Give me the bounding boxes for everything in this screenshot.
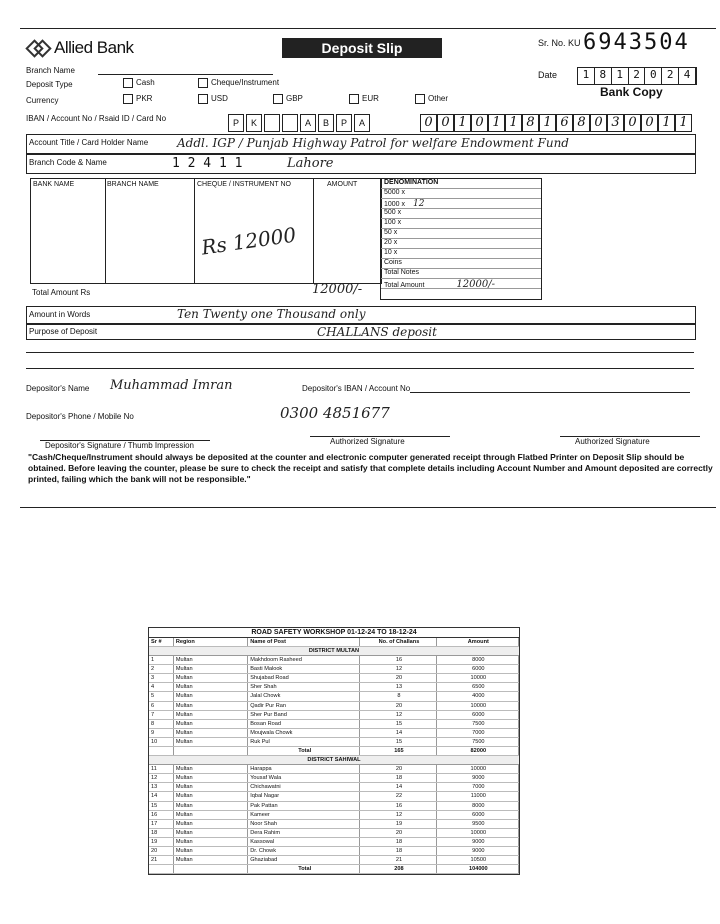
table-cell: 10000 xyxy=(437,674,519,682)
table-cell: 20 xyxy=(360,829,436,837)
iban-prefix-char: A xyxy=(300,114,316,132)
table-cell: 15 xyxy=(360,738,436,746)
iban-label: IBAN / Account No / Rsaid ID / Card No xyxy=(26,114,167,123)
table-cell: 12 xyxy=(360,811,436,819)
denomination-label: DENOMINATION xyxy=(381,179,541,189)
checkbox-icon xyxy=(349,94,359,104)
table-cell: 8000 xyxy=(437,656,519,664)
account-digit: 3 xyxy=(607,114,624,132)
table-cell: 12 xyxy=(149,774,174,782)
denomination-value: 1000 x xyxy=(384,201,406,208)
amount-words-row xyxy=(26,306,696,324)
table-cell: Yousaf Wala xyxy=(248,774,360,782)
table-cell: 15 xyxy=(149,802,174,810)
table-cell: Multan xyxy=(174,729,248,737)
table-cell: 16 xyxy=(360,656,436,664)
deposit-type-cheque: Cheque/Instrument xyxy=(195,78,279,88)
account-digit: 1 xyxy=(505,114,522,132)
table-row xyxy=(149,792,519,801)
denomination-row xyxy=(381,259,541,269)
iban-prefix-char: B xyxy=(318,114,334,132)
account-digit: 8 xyxy=(522,114,539,132)
district-multan: DISTRICT MULTAN xyxy=(149,647,519,656)
table-row xyxy=(149,765,519,774)
table-cell: Jalal Chowk xyxy=(248,692,360,700)
table-cell: 1 xyxy=(149,656,174,664)
table-cell: 6500 xyxy=(437,683,519,691)
table-row xyxy=(149,702,519,711)
checkbox-icon xyxy=(123,78,133,88)
table-cell: Moujwala Chowk xyxy=(248,729,360,737)
table-cell: Harappa xyxy=(248,765,360,773)
account-title-value: Addl. IGP / Punjab Highway Patrol for welfare Endowment Fund xyxy=(177,136,569,150)
table-cell: 8 xyxy=(360,692,436,700)
currency-label: Currency xyxy=(26,96,59,105)
account-digit: 0 xyxy=(471,114,488,132)
checkbox-icon xyxy=(415,94,425,104)
date-field xyxy=(577,67,697,85)
table-cell: 4000 xyxy=(437,692,519,700)
table-cell: Multan xyxy=(174,765,248,773)
table-row xyxy=(149,729,519,738)
table-cell: Multan xyxy=(174,711,248,719)
handwritten-mark: Rs 12000 xyxy=(199,222,298,260)
table-cell: Multan xyxy=(174,838,248,846)
currency-gbp: GBP xyxy=(270,94,303,104)
table-cell: Dera Rahim xyxy=(248,829,360,837)
workshop-title: ROAD SAFETY WORKSHOP 01-12-24 TO 18-12-24 xyxy=(149,628,519,638)
table-cell: Kassowal xyxy=(248,838,360,846)
purpose-row xyxy=(26,324,696,340)
table-cell: Multan xyxy=(174,774,248,782)
table-cell: 20 xyxy=(360,702,436,710)
date-digit: 2 xyxy=(629,68,646,84)
total-amount-rs-label: Total Amount Rs xyxy=(32,288,91,297)
account-digit: 1 xyxy=(658,114,675,132)
table-cell: Kameer xyxy=(248,811,360,819)
table-cell: 6000 xyxy=(437,811,519,819)
table-cell: Sher Pur Band xyxy=(248,711,360,719)
table-row xyxy=(149,783,519,792)
denomination-table xyxy=(380,178,542,300)
sr-no-value: 6943504 xyxy=(583,30,690,55)
table-cell: 11 xyxy=(149,765,174,773)
table-cell: 21 xyxy=(149,856,174,864)
table-cell: 19 xyxy=(149,838,174,846)
account-digit: 0 xyxy=(590,114,607,132)
deposit-type-cash: Cash xyxy=(120,78,155,88)
table-cell: 14 xyxy=(149,792,174,800)
table-cell: Dr. Chowk xyxy=(248,847,360,855)
table-cell: 18 xyxy=(149,829,174,837)
table-cell: 7 xyxy=(149,711,174,719)
total-amount-figure: 12000/- xyxy=(312,282,363,297)
header-cell: Sr # xyxy=(149,638,174,646)
date-digit: 2 xyxy=(662,68,679,84)
table-row xyxy=(149,856,519,865)
table-row xyxy=(149,774,519,783)
header-cell: Amount xyxy=(437,638,519,646)
table-cell: Sher Shah xyxy=(248,683,360,691)
date-label: Date xyxy=(538,70,558,80)
table-header xyxy=(149,638,519,647)
table-cell: 4 xyxy=(149,683,174,691)
table-cell: 7500 xyxy=(437,720,519,728)
district-sahiwal: DISTRICT SAHIWAL xyxy=(149,756,519,765)
table-row xyxy=(149,656,519,665)
depositor-phone-label: Depositor's Phone / Mobile No xyxy=(26,412,134,421)
iban-prefix-char: P xyxy=(228,114,244,132)
table-cell: Multan xyxy=(174,674,248,682)
table-row xyxy=(149,829,519,838)
account-digit: 1 xyxy=(454,114,471,132)
bank-name: Allied Bank xyxy=(54,38,134,57)
depositor-signature-label: Depositor's Signature / Thumb Impression xyxy=(45,441,195,450)
denomination-row xyxy=(381,249,541,259)
table-cell: 12 xyxy=(360,665,436,673)
iban-prefix-char xyxy=(282,114,298,132)
table-row xyxy=(149,802,519,811)
workshop-table xyxy=(148,627,520,875)
col-branch-name: BRANCH NAME xyxy=(107,181,159,188)
denomination-count: 12 xyxy=(413,199,425,209)
table-cell: 15 xyxy=(360,720,436,728)
account-digit: 0 xyxy=(420,114,437,132)
total-row-2: Total 208 104000 xyxy=(149,865,519,874)
table-cell: 10500 xyxy=(437,856,519,864)
account-digit: 0 xyxy=(641,114,658,132)
table-cell: 20 xyxy=(360,765,436,773)
table-cell: 14 xyxy=(360,729,436,737)
table-cell: 18 xyxy=(360,774,436,782)
denomination-row xyxy=(381,239,541,249)
total-notes-label: Total Notes xyxy=(381,269,541,279)
table-cell: 10000 xyxy=(437,702,519,710)
table-row xyxy=(149,738,519,747)
table-cell: 10000 xyxy=(437,765,519,773)
table-cell: 8 xyxy=(149,720,174,728)
table-cell: Makhdoom Rasheed xyxy=(248,656,360,664)
table-cell: 10 xyxy=(149,738,174,746)
table-cell: 9000 xyxy=(437,847,519,855)
table-row xyxy=(149,847,519,856)
table-cell: 7500 xyxy=(437,738,519,746)
iban-prefix-char: K xyxy=(246,114,262,132)
total-amount-row: Total Amount 12000/- xyxy=(381,279,541,289)
table-cell: Noor Shah xyxy=(248,820,360,828)
table-cell: 9 xyxy=(149,729,174,737)
table-cell: Multan xyxy=(174,792,248,800)
depositor-iban-label: Depositor's IBAN / Account No xyxy=(302,384,411,393)
table-cell: 12 xyxy=(360,711,436,719)
table-row xyxy=(149,838,519,847)
account-title-label: Account Title / Card Holder Name xyxy=(29,138,149,147)
currency-pkr: PKR xyxy=(120,94,152,104)
denomination-value: 50 x xyxy=(384,229,398,236)
table-row xyxy=(149,811,519,820)
account-digit: 1 xyxy=(675,114,692,132)
table-row xyxy=(149,674,519,683)
checkbox-icon xyxy=(123,94,133,104)
amount-words-label: Amount in Words xyxy=(29,310,91,319)
table-cell: 21 xyxy=(360,856,436,864)
footer-note: "Cash/Cheque/Instrument should always be deposited at the counter and electronic computer generated receipt through Flatbed Printer on Deposit Slip should be obtained. Before leaving the counter, please be sure to check the receipt and satisfy that complete details including Account Number and Amount deposited are correctly printed, failing which the bank will not be responsible." xyxy=(28,452,713,484)
date-digit: 8 xyxy=(595,68,612,84)
denomination-value: 20 x xyxy=(384,239,398,246)
account-digit: 0 xyxy=(437,114,454,132)
sr-no-label: Sr. No. KU xyxy=(538,38,581,48)
table-cell: 7000 xyxy=(437,783,519,791)
col-bank-name: BANK NAME xyxy=(33,181,75,188)
branch-code-value: 1 2 4 1 1 xyxy=(172,156,243,171)
checkbox-icon xyxy=(198,94,208,104)
denomination-row xyxy=(381,219,541,229)
table-cell: Multan xyxy=(174,692,248,700)
table-cell: 18 xyxy=(360,838,436,846)
table-cell: 14 xyxy=(360,783,436,791)
table-row xyxy=(149,711,519,720)
col-cheque-no: CHEQUE / INSTRUMENT NO xyxy=(197,181,291,188)
header-cell: Region xyxy=(174,638,248,646)
table-cell: 9000 xyxy=(437,774,519,782)
header-cell: No. of Challans xyxy=(360,638,436,646)
table-cell: Shujabad Road xyxy=(248,674,360,682)
header-cell: Name of Post xyxy=(248,638,360,646)
table-cell: Qadir Pur Ran xyxy=(248,702,360,710)
date-digit: 4 xyxy=(679,68,696,84)
checkbox-icon xyxy=(273,94,283,104)
denomination-value: 500 x xyxy=(384,209,402,216)
table-cell: 18 xyxy=(360,847,436,855)
depositor-name-value: Muhammad Imran xyxy=(110,378,233,393)
purpose-value: CHALLANS deposit xyxy=(317,325,437,339)
table-row xyxy=(149,665,519,674)
depositor-name-label: Depositor's Name xyxy=(26,384,90,393)
table-cell: 19 xyxy=(360,820,436,828)
denomination-value: 100 x xyxy=(384,219,402,226)
instrument-table xyxy=(30,178,382,284)
table-cell: 17 xyxy=(149,820,174,828)
account-title-row xyxy=(26,134,696,154)
iban-prefix-char: P xyxy=(336,114,352,132)
branch-code-label: Branch Code & Name xyxy=(29,158,107,167)
account-digit: 8 xyxy=(573,114,590,132)
account-number-field xyxy=(420,114,692,132)
table-cell: 6000 xyxy=(437,665,519,673)
table-cell: 11000 xyxy=(437,792,519,800)
table-cell: 8000 xyxy=(437,802,519,810)
denomination-row xyxy=(381,229,541,239)
table-cell: Iqbal Nagar xyxy=(248,792,360,800)
table-row xyxy=(149,692,519,701)
iban-prefix-char: A xyxy=(354,114,370,132)
iban-prefix-field xyxy=(228,114,370,132)
currency-usd: USD xyxy=(195,94,228,104)
deposit-type-label: Deposit Type xyxy=(26,80,73,89)
denomination-row xyxy=(381,209,541,219)
table-cell: 9000 xyxy=(437,838,519,846)
account-digit: 0 xyxy=(624,114,641,132)
depositor-phone-value: 0300 4851677 xyxy=(280,404,390,422)
denomination-value: Coins xyxy=(384,259,402,266)
date-digit: 1 xyxy=(578,68,595,84)
table-cell: 6000 xyxy=(437,711,519,719)
denomination-row xyxy=(381,199,541,209)
table-cell: Bosan Road xyxy=(248,720,360,728)
table-cell: 13 xyxy=(360,683,436,691)
date-digit: 1 xyxy=(612,68,629,84)
table-cell: 20 xyxy=(149,847,174,855)
denomination-value: 5000 x xyxy=(384,189,406,196)
table-cell: Multan xyxy=(174,847,248,855)
purpose-label: Purpose of Deposit xyxy=(29,327,98,336)
table-cell: Ghaziabad xyxy=(248,856,360,864)
amount-words-value: Ten Twenty one Thousand only xyxy=(177,307,366,321)
col-amount: AMOUNT xyxy=(327,181,358,188)
table-cell: Multan xyxy=(174,665,248,673)
table-cell: Multan xyxy=(174,783,248,791)
table-row xyxy=(149,683,519,692)
table-cell: 3 xyxy=(149,674,174,682)
table-cell: Multan xyxy=(174,738,248,746)
bank-logo-icon xyxy=(28,41,50,55)
table-cell: Multan xyxy=(174,829,248,837)
copy-label: Bank Copy xyxy=(600,85,663,99)
branch-city-value: Lahore xyxy=(287,156,334,171)
iban-prefix-char xyxy=(264,114,280,132)
account-digit: 1 xyxy=(539,114,556,132)
account-digit: 1 xyxy=(488,114,505,132)
authorized-signature-label-2: Authorized Signature xyxy=(575,437,650,446)
table-cell: 6 xyxy=(149,702,174,710)
table-cell: 22 xyxy=(360,792,436,800)
table-cell: 16 xyxy=(149,811,174,819)
table-cell: Multan xyxy=(174,856,248,864)
denomination-row xyxy=(381,189,541,199)
table-cell: Multan xyxy=(174,702,248,710)
bank-logo xyxy=(28,38,134,58)
account-digit: 6 xyxy=(556,114,573,132)
table-cell: Ruk Pul xyxy=(248,738,360,746)
total-row-1: Total 165 82000 xyxy=(149,747,519,756)
table-cell: Pak Pattan xyxy=(248,802,360,810)
currency-eur: EUR xyxy=(346,94,379,104)
authorized-signature-label-1: Authorized Signature xyxy=(330,437,405,446)
table-row xyxy=(149,720,519,729)
table-cell: 13 xyxy=(149,783,174,791)
checkbox-icon xyxy=(198,78,208,88)
table-cell: Multan xyxy=(174,820,248,828)
currency-other: Other xyxy=(412,94,448,104)
branch-code-row xyxy=(26,154,696,174)
table-cell: 16 xyxy=(360,802,436,810)
table-row xyxy=(149,820,519,829)
denomination-value: 10 x xyxy=(384,249,398,256)
table-cell: Multan xyxy=(174,802,248,810)
table-cell: Chichawatni xyxy=(248,783,360,791)
slip-title: Deposit Slip xyxy=(282,38,442,58)
table-cell: Multan xyxy=(174,656,248,664)
branch-name-label: Branch Name xyxy=(26,66,75,75)
table-cell: 7000 xyxy=(437,729,519,737)
table-cell: Basti Malook xyxy=(248,665,360,673)
table-cell: 5 xyxy=(149,692,174,700)
table-cell: Multan xyxy=(174,720,248,728)
table-cell: Multan xyxy=(174,683,248,691)
table-cell: 10000 xyxy=(437,829,519,837)
table-cell: 2 xyxy=(149,665,174,673)
table-cell: 20 xyxy=(360,674,436,682)
table-cell: Multan xyxy=(174,811,248,819)
date-digit: 0 xyxy=(645,68,662,84)
table-cell: 9500 xyxy=(437,820,519,828)
